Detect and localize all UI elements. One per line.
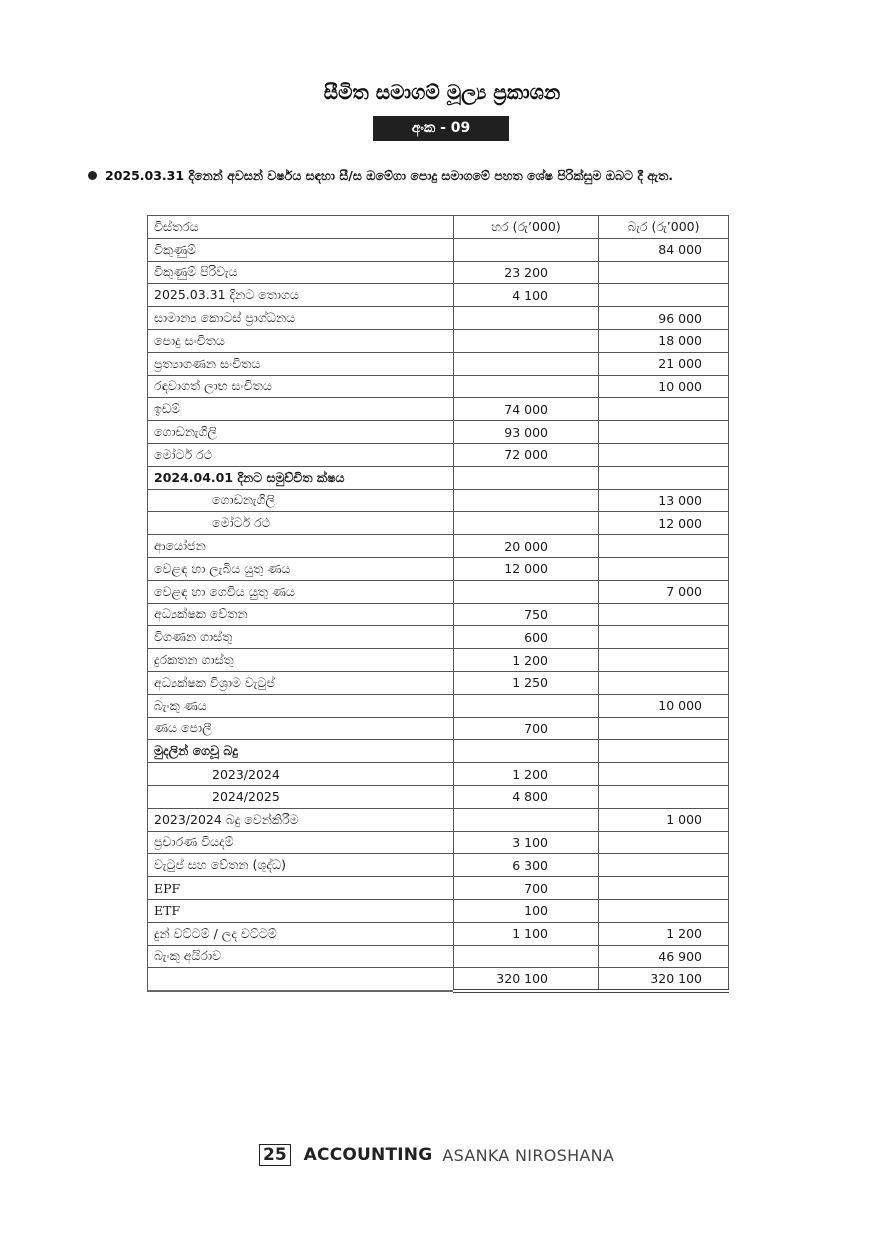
row-description: ආයෝජන [148,535,454,558]
table-row [148,238,729,261]
row-credit [599,466,729,489]
header-description: විස්තරය [148,216,454,239]
row-credit: 18 000 [599,329,729,352]
row-debit: 1 100 [454,922,599,945]
row-debit [454,375,599,398]
table-row [148,261,729,284]
page-title: සීමිත සමාගම් මූල්‍ය ප්‍රකාශන [323,80,561,104]
row-debit: 700 [454,877,599,900]
row-debit: 3 100 [454,831,599,854]
row-debit [454,512,599,535]
row-description: මෝටර් රථ [148,512,454,535]
row-debit: 93 000 [454,421,599,444]
row-debit: 100 [454,899,599,922]
row-credit [599,626,729,649]
table-row [148,443,729,466]
row-description: 2024/2025 [148,785,454,808]
table-row [148,717,729,740]
row-description: බැංකු ණය [148,694,454,717]
row-credit: 84 000 [599,238,729,261]
total-credit: 320 100 [599,968,729,991]
table-row [148,489,729,512]
table-row [148,945,729,968]
row-credit [599,443,729,466]
table-row [148,740,729,763]
row-description: වෙළඳ හා ලැබිය යුතු ණය [148,557,454,580]
row-debit: 6 300 [454,854,599,877]
row-credit [599,877,729,900]
row-debit: 1 200 [454,649,599,672]
row-description: බැංකු අයිරාව [148,945,454,968]
exercise-number-badge: අංක - 09 [373,116,509,141]
row-credit [599,649,729,672]
row-credit [599,740,729,763]
row-debit [454,694,599,717]
row-debit: 1 200 [454,763,599,786]
row-credit [599,831,729,854]
row-description: මෝටර් රථ [148,443,454,466]
trial-balance-table [147,215,729,993]
row-debit [454,808,599,831]
table-row [148,922,729,945]
row-credit: 7 000 [599,580,729,603]
row-description: විකුණුම් [148,238,454,261]
row-credit: 46 900 [599,945,729,968]
row-description: ගොඩනැගිලි [148,489,454,512]
row-credit [599,854,729,877]
header-credit: බැර (රු’000) [599,216,729,239]
row-debit [454,466,599,489]
row-debit: 4 100 [454,284,599,307]
table-row [148,626,729,649]
page-number: 25 [259,1144,291,1166]
table-row [148,785,729,808]
row-debit [454,238,599,261]
row-debit: 1 250 [454,671,599,694]
row-debit: 74 000 [454,398,599,421]
row-description: අධ්‍යක්ෂක විශ්‍රාම වැටුප් [148,671,454,694]
row-description: 2023/2024 [148,763,454,786]
row-credit: 1 200 [599,922,729,945]
row-debit: 23 200 [454,261,599,284]
footer-author: ASANKA NIROSHANA [442,1145,615,1165]
table-row [148,352,729,375]
header-debit: හර (රු’000) [454,216,599,239]
table-row [148,808,729,831]
row-description: EPF [148,877,454,900]
row-debit [454,945,599,968]
row-credit [599,785,729,808]
table-row [148,603,729,626]
row-description: 2025.03.31 දිනට තොගය [148,284,454,307]
row-description: සාමාන්‍ය කොටස් ප්‍රාග්ධනය [148,307,454,330]
total-debit: 320 100 [454,968,599,991]
table-row [148,284,729,307]
row-debit [454,329,599,352]
table-row [148,398,729,421]
row-description: දුන් වට්ටම් / ලද වට්ටම් [148,922,454,945]
row-description: ප්‍රචාරණ වියදම් [148,831,454,854]
row-debit: 600 [454,626,599,649]
row-credit: 96 000 [599,307,729,330]
row-description: 2024.04.01 දිනට සමුච්චිත ක්ෂය [148,466,454,489]
table-row [148,375,729,398]
row-debit: 20 000 [454,535,599,558]
row-credit [599,603,729,626]
page-footer [259,1143,614,1167]
total-description [148,968,454,991]
row-debit: 72 000 [454,443,599,466]
row-debit: 700 [454,717,599,740]
row-description: රඳවාගත් ලාභ සංචිතය [148,375,454,398]
intro-text: 2025.03.31 දිනෙන් අවසන් වර්ෂය සඳහා සී/ස ඔමේගා පොදු සමාගමේ පහත ශේෂ පිරික්සුම ඔබට දී ඇත. [105,168,673,183]
row-credit [599,398,729,421]
table-header-row [148,216,729,239]
table-row [148,649,729,672]
row-credit [599,671,729,694]
table-row [148,329,729,352]
table-row [148,421,729,444]
row-credit [599,717,729,740]
row-debit: 750 [454,603,599,626]
row-description: 2023/2024 බදු වෙන්කිරීම [148,808,454,831]
table-row [148,535,729,558]
intro-statement [88,168,848,184]
row-credit [599,535,729,558]
row-description: අධ්‍යක්ෂක වේතන [148,603,454,626]
table-row [148,831,729,854]
row-debit [454,352,599,375]
row-description: මුදලින් ගෙවූ බදු [148,740,454,763]
row-description: පොදු සංචිතය [148,329,454,352]
table-total-row [148,968,729,991]
table-row [148,877,729,900]
table-row [148,307,729,330]
row-description: විගණන ගාස්තු [148,626,454,649]
row-credit [599,763,729,786]
row-debit: 4 800 [454,785,599,808]
row-credit [599,261,729,284]
table-row [148,466,729,489]
row-description: ETF [148,899,454,922]
row-debit [454,489,599,512]
row-credit: 10 000 [599,375,729,398]
row-description: ඉඩම් [148,398,454,421]
table-row [148,763,729,786]
row-credit [599,557,729,580]
row-credit: 1 000 [599,808,729,831]
row-credit [599,284,729,307]
table-row [148,557,729,580]
footer-subject: ACCOUNTING [303,1145,433,1165]
row-description: වෙළඳ හා ගෙවිය යුතු ණය [148,580,454,603]
row-description: වැටුප් සහ වේතන (ශුද්ධ) [148,854,454,877]
table-row [148,854,729,877]
row-debit [454,740,599,763]
row-credit [599,899,729,922]
row-credit: 21 000 [599,352,729,375]
row-credit: 13 000 [599,489,729,512]
row-debit: 12 000 [454,557,599,580]
table-row [148,580,729,603]
bullet-icon [88,171,97,180]
table-row [148,694,729,717]
row-debit [454,307,599,330]
row-debit [454,580,599,603]
row-credit: 10 000 [599,694,729,717]
row-description: ප්‍රත්‍යාගණන සංචිතය [148,352,454,375]
row-credit [599,421,729,444]
table-row [148,512,729,535]
row-description: විකුණුම් පිරිවැය [148,261,454,284]
table-row [148,899,729,922]
row-description: ණය පොලී [148,717,454,740]
table-row [148,671,729,694]
row-description: දුරකතන ගාස්තු [148,649,454,672]
row-description: ගොඩනැගිලි [148,421,454,444]
row-credit: 12 000 [599,512,729,535]
